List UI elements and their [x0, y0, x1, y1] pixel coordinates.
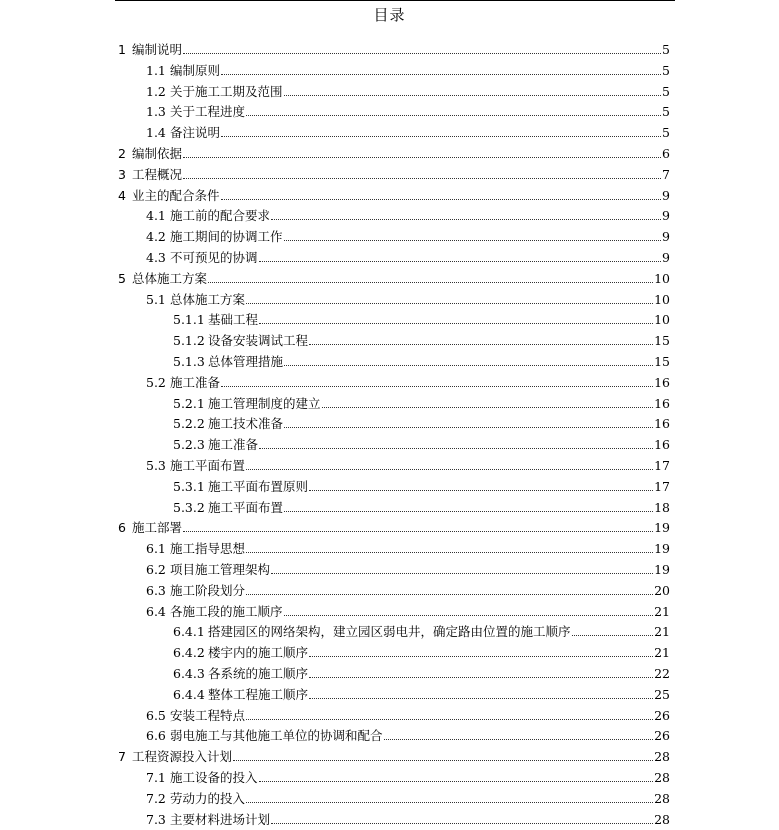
- toc-leader-dots: [284, 95, 662, 96]
- toc-entry-title: 工程资源投入计划: [132, 749, 233, 765]
- toc-entry-title: 施工阶段划分: [170, 582, 246, 598]
- toc-leader-dots: [284, 365, 653, 366]
- toc-entry-title: 弱电施工与其他施工单位的协调和配合: [170, 728, 383, 744]
- toc-entry-title: 搭建园区的网络架构，建立园区弱电井，确定路由位置的施工顺序: [208, 624, 571, 640]
- toc-entry-title: 总体施工方案: [132, 270, 208, 286]
- toc-entry-page: 7: [662, 166, 670, 182]
- toc-entry-title: 楼宇内的施工顺序: [208, 645, 309, 661]
- toc-entry-page: 10: [654, 291, 670, 307]
- toc-entry[interactable]: [146, 787, 670, 807]
- toc-entry[interactable]: [146, 600, 670, 620]
- toc-entry[interactable]: [146, 204, 670, 224]
- toc-leader-dots: [309, 344, 653, 345]
- toc-leader-dots: [309, 656, 653, 657]
- toc-entry[interactable]: [118, 142, 670, 162]
- toc-entry-page: 19: [654, 562, 670, 577]
- toc-entry[interactable]: [118, 184, 670, 204]
- toc-entry-number: 1.2: [146, 83, 166, 99]
- toc-leader-dots: [221, 136, 661, 137]
- toc-entry-number: 1.1: [146, 62, 166, 78]
- toc-entry-page: 21: [654, 624, 670, 640]
- toc-entry-number: 6.4.2: [173, 645, 205, 661]
- toc-entry[interactable]: [146, 100, 670, 120]
- toc-entry[interactable]: [173, 641, 670, 661]
- toc-leader-dots: [221, 74, 661, 75]
- toc-entry[interactable]: [146, 766, 670, 786]
- toc-entry-title: 施工前的配合要求: [170, 208, 271, 224]
- toc-entry-page: 10: [654, 312, 670, 328]
- toc-entry-page: 26: [654, 728, 670, 744]
- toc-entry-title: 各系统的施工顺序: [208, 666, 309, 681]
- toc-leader-dots: [259, 448, 653, 449]
- toc-entry-number: 6.4.3: [173, 666, 205, 681]
- toc-entry-number: 5.1.2: [173, 333, 205, 349]
- toc-entry-title: 编制说明: [132, 42, 183, 57]
- top-rule: [115, 0, 675, 1]
- toc-entry-page: 6: [662, 146, 670, 161]
- toc-entry-title: 业主的配合条件: [132, 187, 220, 203]
- toc-entry[interactable]: [146, 288, 670, 308]
- toc-entry[interactable]: [146, 724, 670, 744]
- toc-entry-number: 7: [118, 749, 126, 765]
- toc-entry[interactable]: [146, 579, 670, 599]
- toc-leader-dots: [183, 157, 661, 158]
- toc-entry-title: 施工准备: [208, 437, 259, 453]
- toc-entry[interactable]: [118, 267, 670, 287]
- toc-entry-number: 4.2: [146, 229, 166, 245]
- toc-entry[interactable]: [173, 662, 670, 682]
- toc-entry-page: 28: [654, 811, 670, 827]
- toc-entry-title: 主要材料进场计划: [170, 811, 271, 827]
- toc-entry-title: 劳动力的投入: [170, 790, 246, 806]
- toc-entry[interactable]: [118, 516, 670, 536]
- toc-leader-dots: [284, 427, 653, 428]
- toc-entry-title: 各施工段的施工顺序: [170, 603, 283, 619]
- toc-entry-page: 20: [654, 582, 670, 598]
- toc-entry[interactable]: [173, 683, 670, 703]
- toc-entry-page: 25: [654, 686, 670, 702]
- toc-entry[interactable]: [173, 329, 670, 349]
- toc-entry-title: 施工指导思想: [170, 541, 246, 557]
- toc-entry[interactable]: [118, 745, 670, 765]
- toc-entry-page: 5: [662, 62, 670, 78]
- toc-entry-page: 17: [654, 478, 670, 494]
- toc-entry-page: 16: [654, 374, 670, 390]
- toc-entry-number: 5.2.3: [173, 437, 205, 453]
- toc-leader-dots: [221, 199, 662, 200]
- toc-leader-dots: [246, 115, 661, 116]
- toc-entry[interactable]: [146, 808, 670, 828]
- toc-leader-dots: [284, 511, 653, 512]
- toc-entry[interactable]: [146, 558, 670, 578]
- toc-entry-title: 施工平面布置: [208, 499, 284, 515]
- toc-entry-page: 16: [654, 416, 670, 432]
- toc-entry-title: 整体工程施工顺序: [208, 686, 309, 702]
- toc-entry-title: 设备安装调试工程: [208, 333, 309, 349]
- toc-entry-number: 7.3: [146, 811, 166, 827]
- toc-entry-number: 5: [118, 270, 126, 286]
- toc-entry-page: 5: [662, 83, 670, 99]
- toc-entry-number: 2: [118, 146, 126, 161]
- toc-entry-page: 19: [654, 520, 670, 536]
- toc-entry-title: 关于施工工期及范围: [170, 83, 283, 99]
- toc-leader-dots: [309, 490, 653, 491]
- toc-entry[interactable]: [173, 350, 670, 370]
- toc-entry-number: 5.2.1: [173, 395, 205, 411]
- toc-entry-title: 安装工程特点: [170, 707, 246, 723]
- toc-entry-title: 施工期间的协调工作: [170, 229, 283, 245]
- toc-entry-page: 16: [654, 395, 670, 411]
- toc-entry-number: 4.3: [146, 250, 166, 265]
- toc-entry-title: 项目施工管理架构: [170, 562, 271, 577]
- toc-entry[interactable]: [146, 454, 670, 474]
- toc-entry-number: 5.2: [146, 374, 166, 390]
- toc-entry-title: 基础工程: [208, 312, 259, 328]
- toc-entry-number: 6.6: [146, 728, 166, 744]
- toc-leader-dots: [183, 531, 653, 532]
- toc-entry-title: 施工准备: [170, 374, 221, 390]
- toc-entry-number: 7.1: [146, 770, 166, 785]
- toc-leader-dots: [246, 303, 653, 304]
- toc-leader-dots: [259, 781, 654, 782]
- toc-entry[interactable]: [146, 246, 670, 266]
- toc-entry[interactable]: [146, 537, 670, 557]
- toc-entry-page: 21: [654, 645, 670, 661]
- page-title: 目录: [373, 6, 406, 24]
- toc-entry-title: 总体管理措施: [208, 354, 284, 369]
- toc-leader-dots: [183, 53, 661, 54]
- toc-leader-dots: [233, 760, 653, 761]
- toc-entry-number: 6.2: [146, 562, 166, 577]
- toc-entry-page: 9: [662, 250, 670, 265]
- toc-leader-dots: [221, 386, 653, 387]
- toc-entry-page: 9: [662, 208, 670, 224]
- toc-leader-dots: [309, 677, 653, 678]
- toc-leader-dots: [246, 802, 653, 803]
- toc-entry[interactable]: [173, 392, 670, 412]
- toc-entry[interactable]: [173, 412, 670, 432]
- toc-entry[interactable]: [173, 496, 670, 516]
- toc-entry-number: 6.4.1: [173, 624, 205, 640]
- toc-entry-number: 6: [118, 520, 126, 536]
- toc-entry-number: 6.1: [146, 541, 166, 557]
- toc-entry-number: 5.3: [146, 458, 166, 473]
- toc-leader-dots: [271, 823, 653, 824]
- toc-leader-dots: [284, 615, 654, 616]
- toc-entry[interactable]: [173, 433, 670, 453]
- toc-entry-title: 编制依据: [132, 146, 183, 161]
- toc-leader-dots: [246, 719, 653, 720]
- toc-entry-page: 28: [654, 770, 670, 785]
- toc-entry-number: 6.3: [146, 582, 166, 598]
- toc-leader-dots: [572, 635, 654, 636]
- toc-entry[interactable]: [173, 620, 670, 640]
- toc-entry-page: 5: [662, 104, 670, 120]
- toc-entry-page: 9: [662, 229, 670, 245]
- toc-entry[interactable]: [173, 308, 670, 328]
- toc-entry-number: 5.1.1: [173, 312, 205, 328]
- toc-entry-page: 5: [662, 125, 670, 141]
- toc-entry[interactable]: [146, 225, 670, 245]
- toc-leader-dots: [271, 219, 661, 220]
- toc-leader-dots: [246, 552, 653, 553]
- toc-entry-number: 5.2.2: [173, 416, 205, 432]
- toc-entry-title: 施工管理制度的建立: [208, 395, 321, 411]
- toc-entry-page: 5: [662, 42, 670, 57]
- toc-entry[interactable]: [146, 704, 670, 724]
- toc-leader-dots: [384, 739, 654, 740]
- toc-entry-page: 19: [654, 541, 670, 557]
- toc-entry-number: 5.3.2: [173, 499, 205, 515]
- toc-entry-number: 6.5: [146, 707, 166, 723]
- toc-leader-dots: [284, 240, 662, 241]
- toc-leader-dots: [309, 698, 653, 699]
- toc-entry-title: 施工技术准备: [208, 416, 284, 432]
- toc-entry-title: 施工部署: [132, 520, 183, 536]
- toc-leader-dots: [246, 594, 653, 595]
- toc-leader-dots: [183, 178, 661, 179]
- toc-entry-page: 15: [654, 333, 670, 349]
- toc-entry-page: 28: [654, 790, 670, 806]
- toc-leader-dots: [271, 573, 653, 574]
- toc-entry-page: 15: [654, 354, 670, 369]
- toc-leader-dots: [259, 261, 662, 262]
- toc-entry-page: 17: [654, 458, 670, 473]
- toc-entry-title: 编制原则: [170, 62, 221, 78]
- toc-entry-title: 施工平面布置原则: [208, 478, 309, 494]
- toc-entry-page: 10: [654, 270, 670, 286]
- toc-entry-title: 工程概况: [132, 166, 183, 182]
- toc-entry-number: 1: [118, 42, 126, 57]
- toc-leader-dots: [259, 323, 653, 324]
- toc-leader-dots: [208, 282, 653, 283]
- toc-entry-page: 28: [654, 749, 670, 765]
- toc-entry-title: 备注说明: [170, 125, 221, 141]
- toc-entry-number: 1.4: [146, 125, 166, 141]
- toc-entry-title: 关于工程进度: [170, 104, 246, 120]
- toc-entry-title: 总体施工方案: [170, 291, 246, 307]
- toc-entry[interactable]: [118, 38, 670, 58]
- toc-entry-number: 5.1.3: [173, 354, 205, 369]
- toc-entry-page: 9: [662, 187, 670, 203]
- toc-entry-number: 6.4.4: [173, 686, 205, 702]
- toc-entry[interactable]: [146, 371, 670, 391]
- toc-entry-page: 18: [654, 499, 670, 515]
- toc-entry-page: 21: [654, 603, 670, 619]
- toc-entry-number: 4: [118, 187, 126, 203]
- toc-leader-dots: [322, 407, 654, 408]
- toc-entry-title: 施工平面布置: [170, 458, 246, 473]
- toc-entry-page: 22: [654, 666, 670, 681]
- toc-entry-number: 6.4: [146, 603, 166, 619]
- toc-entry-number: 7.2: [146, 790, 166, 806]
- toc-leader-dots: [246, 469, 653, 470]
- toc-entry[interactable]: [146, 80, 670, 100]
- toc-entry[interactable]: [146, 121, 670, 141]
- toc-entry-number: 3: [118, 166, 126, 182]
- toc-entry-page: 16: [654, 437, 670, 453]
- toc-entry-number: 5.3.1: [173, 478, 205, 494]
- toc-entry-title: 施工设备的投入: [170, 770, 258, 785]
- toc-entry[interactable]: [118, 163, 670, 183]
- toc-entry-title: 不可预见的协调: [170, 250, 258, 265]
- toc-entry-page: 26: [654, 707, 670, 723]
- toc-entry-number: 5.1: [146, 291, 166, 307]
- toc-entry[interactable]: [173, 475, 670, 495]
- toc-entry-number: 4.1: [146, 208, 166, 224]
- toc-entry-number: 1.3: [146, 104, 166, 120]
- toc-entry[interactable]: [146, 59, 670, 79]
